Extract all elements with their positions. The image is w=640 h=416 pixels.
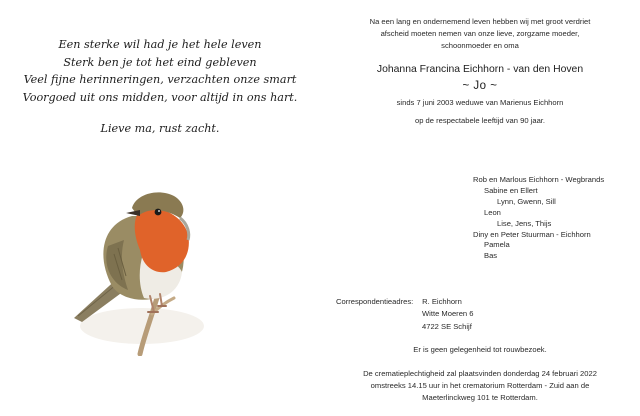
poem [0, 36, 320, 138]
family-member: Diny en Peter Stuurman - Eichhorn [473, 229, 591, 239]
intro-line: afscheid moeten nemen van onze lieve, zorgzame moeder, [380, 29, 580, 39]
intro-line: Na een lang en ondernemend leven hebben wij met groot verdriet [369, 17, 591, 26]
family-member: Sabine en Ellert [484, 185, 538, 195]
family-member: Lynn, Gwenn, Sill [497, 196, 556, 206]
correspondence-row [336, 296, 636, 308]
cremation-line: Maeterlinckweg 101 te Rotterdam. [422, 393, 538, 403]
cremation-line: De crematieplechtigheid zal plaatsvinden donderdag 24 februari 2022 [363, 369, 597, 378]
poem-line: Voorgoed uit ons midden, voor altijd in ons hart. [22, 90, 298, 104]
family-member: Leon [484, 207, 501, 217]
intro-text [320, 16, 640, 53]
deceased-nickname: ~ Jo ~ [462, 80, 498, 92]
robin-illustration [62, 176, 232, 356]
family-member: Lise, Jens, Thijs [497, 218, 552, 228]
correspondence-name: R. Eichhorn [422, 297, 462, 306]
correspondence-address [336, 296, 636, 333]
poem-line: Een sterke wil had je het hele leven [58, 38, 262, 51]
right-panel [320, 0, 640, 416]
family-member: Pamela [484, 240, 510, 250]
deceased-name: Johanna Francina Eichhorn - van den Hoven [376, 64, 584, 75]
correspondence-street: Witte Moeren 6 [422, 309, 474, 319]
poem-closing: Lieve ma, rust zacht. [100, 122, 220, 136]
family-member: Rob en Marlous Eichhorn - Wegbrands [473, 175, 605, 184]
correspondence-city: 4722 SE Schijf [422, 321, 472, 331]
poem-line: Sterk ben je tot het eind gebleven [63, 55, 257, 69]
family-member: Bas [484, 251, 498, 261]
no-visit-notice: Er is geen gelegenheid tot rouwbezoek. [413, 345, 547, 354]
age-line: op de respectabele leeftijd van 90 jaar. [414, 116, 546, 125]
cremation-notice [320, 368, 640, 405]
intro-line: schoonmoeder en oma [441, 41, 519, 51]
family-list [473, 175, 639, 262]
cremation-line: omstreeks 14.15 uur in het crematorium Rotterdam - Zuid aan de [370, 381, 590, 391]
poem-line: Veel fijne herinneringen, verzachten onze smart [23, 73, 297, 87]
correspondence-label: Correspondentieadres: [336, 297, 414, 306]
widow-line: sinds 7 juni 2003 weduwe van Marienus Eichhorn [396, 98, 564, 107]
